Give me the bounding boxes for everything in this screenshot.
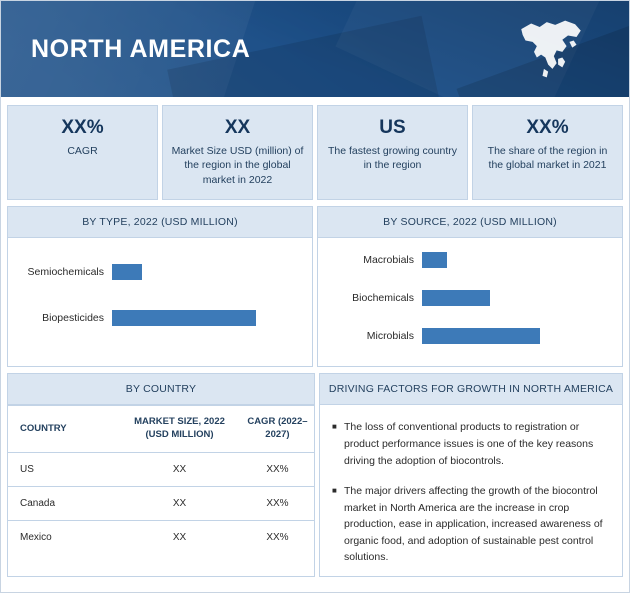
- bar-row: [12, 264, 302, 280]
- drivers-list: [320, 405, 622, 576]
- kpi-card-region-share: [472, 105, 623, 200]
- table-row: [8, 486, 314, 520]
- list-item: [332, 419, 610, 469]
- column-header-country: COUNTRY: [8, 406, 118, 453]
- cell-cagr: XX%: [241, 486, 314, 520]
- cell-cagr: XX%: [266, 531, 289, 543]
- cell-cagr: XX%: [241, 452, 314, 486]
- column-header-market-size: MARKET SIZE, 2022 (USD MILLION): [118, 406, 241, 453]
- kpi-value: XX%: [61, 117, 104, 138]
- cell-country: US: [8, 452, 118, 486]
- kpi-card-market-size: [162, 105, 313, 200]
- kpi-value: XX%: [526, 117, 569, 138]
- kpi-label: The fastest growing country in the region: [328, 144, 457, 172]
- cell-market-size: XX: [118, 486, 241, 520]
- chart-body-by-type: [8, 238, 312, 366]
- charts-row: [1, 206, 629, 367]
- kpi-card-fastest-country: [317, 105, 468, 200]
- cell-country: Mexico: [20, 531, 52, 543]
- chart-panel-by-source: [317, 206, 623, 367]
- bar-track: [422, 290, 612, 306]
- bar-biochemicals: [422, 290, 490, 306]
- drivers-panel-title: DRIVING FACTORS FOR GROWTH IN NORTH AMERICA: [320, 374, 622, 405]
- chart-title-by-type: BY TYPE, 2022 (USD MILLION): [8, 207, 312, 238]
- bar-biopesticides: [112, 310, 256, 326]
- kpi-strip: [1, 97, 629, 206]
- column-header-cagr: CAGR (2022–2027): [241, 406, 314, 453]
- country-table: [8, 405, 314, 554]
- bar-row: [322, 290, 612, 306]
- kpi-label: CAGR: [67, 144, 98, 157]
- drivers-panel: [319, 373, 623, 577]
- bar-track: [422, 328, 612, 344]
- bar-category-label: Biochemicals: [352, 292, 414, 305]
- table-row: [8, 520, 314, 554]
- driver-text: The major drivers affecting the growth of the biocontrol market in North America are the increase in crop production, ease in application, increased awareness of organic food, and adoption of sustainable pest control solutions.: [344, 485, 603, 564]
- kpi-label: Market Size USD (million) of the region in the global market in 2022: [171, 144, 304, 186]
- bar-macrobials: [422, 252, 447, 268]
- list-item: [332, 483, 610, 566]
- country-panel-title: BY COUNTRY: [8, 374, 314, 405]
- cell-market-size: XX: [118, 452, 241, 486]
- bar-track: [422, 252, 612, 268]
- bar-category-label: Semiochemicals: [27, 266, 104, 279]
- kpi-value: US: [379, 117, 406, 138]
- kpi-value: XX: [224, 117, 251, 138]
- square-bullet-icon: ■: [332, 422, 337, 432]
- kpi-label: The share of the region in the global market in 2021: [487, 144, 608, 172]
- chart-title-by-source: BY SOURCE, 2022 (USD MILLION): [318, 207, 622, 238]
- bar-microbials: [422, 328, 540, 344]
- bar-row: [12, 310, 302, 326]
- bar-category-label: Biopesticides: [42, 312, 104, 325]
- cell-country: Canada: [8, 486, 118, 520]
- bar-row: [322, 252, 612, 268]
- chart-panel-by-type: [7, 206, 313, 367]
- bar-category-label: Macrobials: [363, 254, 414, 267]
- kpi-card-cagr: [7, 105, 158, 200]
- bottom-row: [1, 367, 629, 585]
- table-header-row: [8, 406, 314, 453]
- north-america-map-icon: [515, 15, 587, 83]
- bar-row: [322, 328, 612, 344]
- bar-category-label: Microbials: [366, 330, 414, 343]
- cell-market-size: XX: [172, 531, 187, 543]
- bar-semiochemicals: [112, 264, 142, 280]
- square-bullet-icon: ■: [332, 486, 337, 496]
- table-row: [8, 452, 314, 486]
- bar-track: [112, 310, 302, 326]
- country-table-panel: [7, 373, 315, 577]
- page-header: [1, 1, 629, 97]
- bar-track: [112, 264, 302, 280]
- page-title: NORTH AMERICA: [31, 35, 251, 63]
- driver-text: The loss of conventional products to registration or product performance issues is one of the key reasons driving the adoption of biocontrols.: [344, 421, 594, 467]
- chart-body-by-source: [318, 238, 622, 366]
